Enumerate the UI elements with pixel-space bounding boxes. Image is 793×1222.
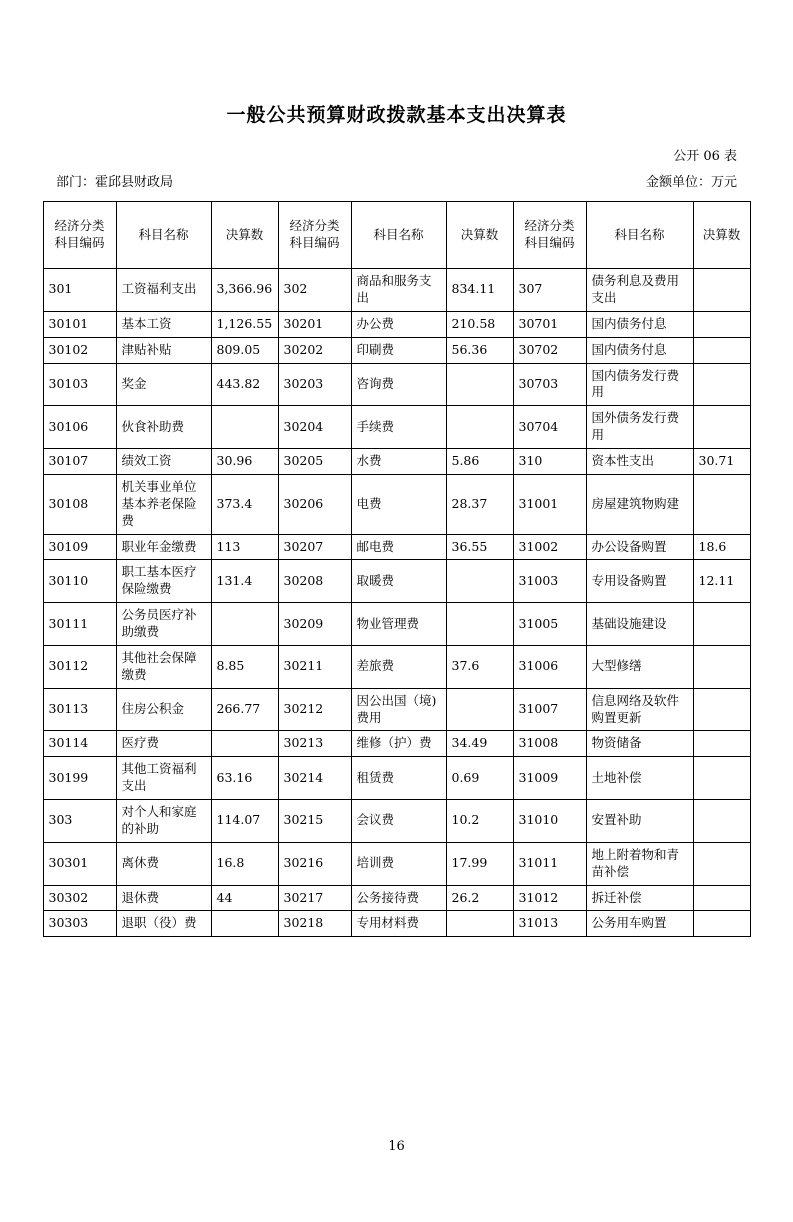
- cell-name2: 租赁费: [351, 757, 446, 800]
- cell-code1: 30103: [43, 363, 116, 406]
- header-code3: 经济分类科目编码: [513, 202, 586, 269]
- cell-num2: 0.69: [446, 757, 513, 800]
- cell-name2: 维修（护）费: [351, 731, 446, 757]
- cell-code1: 30302: [43, 885, 116, 911]
- table-row: [43, 885, 750, 911]
- cell-code2: 30208: [278, 560, 351, 603]
- cell-num1: [211, 731, 278, 757]
- table-row: [43, 645, 750, 688]
- cell-code1: 30301: [43, 842, 116, 885]
- cell-code3: 31002: [513, 534, 586, 560]
- cell-code1: 30199: [43, 757, 116, 800]
- table-row: [43, 560, 750, 603]
- header-code1: 经济分类科目编码: [43, 202, 116, 269]
- header-num1: 决算数: [211, 202, 278, 269]
- cell-code3: 30701: [513, 311, 586, 337]
- cell-name2: 因公出国（境)费用: [351, 688, 446, 731]
- document-page: [0, 100, 793, 1222]
- cell-code2: 30201: [278, 311, 351, 337]
- cell-name2: 培训费: [351, 842, 446, 885]
- cell-code1: 30110: [43, 560, 116, 603]
- cell-code1: 30108: [43, 474, 116, 534]
- cell-name2: 邮电费: [351, 534, 446, 560]
- cell-code1: 30107: [43, 449, 116, 475]
- cell-num3: [693, 911, 750, 937]
- cell-code1: 30114: [43, 731, 116, 757]
- cell-name3: 地上附着物和青苗补偿: [586, 842, 693, 885]
- table-header-row: [43, 202, 750, 269]
- cell-name3: 房屋建筑物购建: [586, 474, 693, 534]
- cell-name3: 办公设备购置: [586, 534, 693, 560]
- cell-code1: 30113: [43, 688, 116, 731]
- cell-code3: 31003: [513, 560, 586, 603]
- cell-num2: 17.99: [446, 842, 513, 885]
- cell-code1: 303: [43, 800, 116, 843]
- cell-code3: 30703: [513, 363, 586, 406]
- cell-num1: 63.16: [211, 757, 278, 800]
- cell-num1: 266.77: [211, 688, 278, 731]
- cell-num3: 12.11: [693, 560, 750, 603]
- cell-code2: 30212: [278, 688, 351, 731]
- cell-num3: [693, 688, 750, 731]
- cell-code1: 30101: [43, 311, 116, 337]
- cell-name1: 住房公积金: [116, 688, 211, 731]
- table-row: [43, 731, 750, 757]
- cell-name1: 职工基本医疗保险缴费: [116, 560, 211, 603]
- cell-num2: 36.55: [446, 534, 513, 560]
- cell-code1: 30111: [43, 603, 116, 646]
- cell-num1: 114.07: [211, 800, 278, 843]
- table-row: [43, 911, 750, 937]
- cell-name3: 安置补助: [586, 800, 693, 843]
- cell-name3: 国内债务付息: [586, 311, 693, 337]
- cell-code2: 30202: [278, 337, 351, 363]
- cell-code3: 31007: [513, 688, 586, 731]
- table-body: [43, 269, 750, 937]
- cell-name3: 基础设施建设: [586, 603, 693, 646]
- cell-num3: [693, 363, 750, 406]
- cell-name3: 债务利息及费用支出: [586, 269, 693, 312]
- cell-code1: 30106: [43, 406, 116, 449]
- table-row: [43, 311, 750, 337]
- cell-name3: 国外债务发行费用: [586, 406, 693, 449]
- cell-num3: [693, 885, 750, 911]
- cell-num3: [693, 731, 750, 757]
- cell-name2: 电费: [351, 474, 446, 534]
- cell-name1: 对个人和家庭的补助: [116, 800, 211, 843]
- cell-num2: 10.2: [446, 800, 513, 843]
- cell-name2: 商品和服务支出: [351, 269, 446, 312]
- cell-code3: 307: [513, 269, 586, 312]
- cell-code3: 310: [513, 449, 586, 475]
- cell-num2: 56.36: [446, 337, 513, 363]
- cell-name3: 国内债务发行费用: [586, 363, 693, 406]
- cell-name3: 信息网络及软件购置更新: [586, 688, 693, 731]
- cell-name1: 其他工资福利支出: [116, 757, 211, 800]
- cell-num1: 3,366.96: [211, 269, 278, 312]
- cell-num3: [693, 269, 750, 312]
- cell-code2: 30213: [278, 731, 351, 757]
- cell-name1: 其他社会保障缴费: [116, 645, 211, 688]
- table-row: [43, 449, 750, 475]
- cell-num1: [211, 603, 278, 646]
- cell-name3: 物资储备: [586, 731, 693, 757]
- cell-name2: 水费: [351, 449, 446, 475]
- table-row: [43, 800, 750, 843]
- cell-num1: 809.05: [211, 337, 278, 363]
- cell-code1: 30109: [43, 534, 116, 560]
- cell-name1: 基本工资: [116, 311, 211, 337]
- cell-code3: 31005: [513, 603, 586, 646]
- cell-num2: [446, 560, 513, 603]
- cell-num3: [693, 842, 750, 885]
- cell-code2: 30205: [278, 449, 351, 475]
- header-num2: 决算数: [446, 202, 513, 269]
- cell-num2: [446, 603, 513, 646]
- cell-code2: 30216: [278, 842, 351, 885]
- cell-name1: 公务员医疗补助缴费: [116, 603, 211, 646]
- cell-code3: 31001: [513, 474, 586, 534]
- cell-code1: 301: [43, 269, 116, 312]
- department-label: 部门：霍邱县财政局: [56, 175, 174, 190]
- cell-num2: 834.11: [446, 269, 513, 312]
- header-name2: 科目名称: [351, 202, 446, 269]
- cell-num2: [446, 688, 513, 731]
- cell-name3: 土地补偿: [586, 757, 693, 800]
- cell-num2: 26.2: [446, 885, 513, 911]
- cell-num1: 443.82: [211, 363, 278, 406]
- cell-num1: 131.4: [211, 560, 278, 603]
- cell-num1: 113: [211, 534, 278, 560]
- cell-name2: 取暖费: [351, 560, 446, 603]
- cell-num3: [693, 337, 750, 363]
- cell-name1: 退职（役）费: [116, 911, 211, 937]
- cell-name1: 医疗费: [116, 731, 211, 757]
- table-row: [43, 842, 750, 885]
- header-num3: 决算数: [693, 202, 750, 269]
- public-label: 公开 06 表: [673, 149, 737, 164]
- amount-unit-label: 金额单位：万元: [645, 175, 737, 190]
- cell-code2: 30204: [278, 406, 351, 449]
- cell-num3: 18.6: [693, 534, 750, 560]
- page-title: 一般公共预算财政拨款基本支出决算表: [226, 104, 567, 126]
- cell-num2: 5.86: [446, 449, 513, 475]
- table-row: [43, 474, 750, 534]
- cell-num1: [211, 406, 278, 449]
- cell-num1: 30.96: [211, 449, 278, 475]
- cell-num3: [693, 603, 750, 646]
- cell-num2: 28.37: [446, 474, 513, 534]
- cell-code3: 31013: [513, 911, 586, 937]
- table-row: [43, 757, 750, 800]
- cell-name1: 职业年金缴费: [116, 534, 211, 560]
- cell-num2: [446, 363, 513, 406]
- cell-code2: 30218: [278, 911, 351, 937]
- table-header: [43, 202, 750, 269]
- table-row: [43, 534, 750, 560]
- cell-name1: 离休费: [116, 842, 211, 885]
- cell-name3: 拆迁补偿: [586, 885, 693, 911]
- cell-code3: 31008: [513, 731, 586, 757]
- cell-num1: [211, 911, 278, 937]
- cell-num1: 373.4: [211, 474, 278, 534]
- cell-code3: 30704: [513, 406, 586, 449]
- cell-name3: 国内债务付息: [586, 337, 693, 363]
- public-label-row: [56, 145, 737, 165]
- cell-name2: 办公费: [351, 311, 446, 337]
- cell-code2: 30203: [278, 363, 351, 406]
- cell-name1: 伙食补助费: [116, 406, 211, 449]
- cell-code1: 30303: [43, 911, 116, 937]
- header-name1: 科目名称: [116, 202, 211, 269]
- table-row: [43, 363, 750, 406]
- department-row: [56, 171, 737, 193]
- cell-code2: 30206: [278, 474, 351, 534]
- cell-code1: 30112: [43, 645, 116, 688]
- header-name3: 科目名称: [586, 202, 693, 269]
- cell-code3: 31006: [513, 645, 586, 688]
- table-row: [43, 406, 750, 449]
- cell-code3: 31012: [513, 885, 586, 911]
- cell-name1: 津贴补贴: [116, 337, 211, 363]
- cell-name2: 手续费: [351, 406, 446, 449]
- table-row: [43, 337, 750, 363]
- header-code2: 经济分类科目编码: [278, 202, 351, 269]
- cell-name2: 咨询费: [351, 363, 446, 406]
- cell-code2: 30211: [278, 645, 351, 688]
- cell-num1: 16.8: [211, 842, 278, 885]
- cell-code3: 31009: [513, 757, 586, 800]
- cell-name1: 工资福利支出: [116, 269, 211, 312]
- cell-code2: 30215: [278, 800, 351, 843]
- cell-code2: 30214: [278, 757, 351, 800]
- cell-num2: 34.49: [446, 731, 513, 757]
- cell-code2: 30217: [278, 885, 351, 911]
- cell-num1: 44: [211, 885, 278, 911]
- table-row: [43, 688, 750, 731]
- table-row: [43, 603, 750, 646]
- cell-name1: 机关事业单位基本养老保险费: [116, 474, 211, 534]
- cell-code1: 30102: [43, 337, 116, 363]
- cell-num3: [693, 757, 750, 800]
- page-number: 16: [388, 1139, 405, 1154]
- cell-num1: 8.85: [211, 645, 278, 688]
- cell-num3: [693, 406, 750, 449]
- cell-num3: [693, 800, 750, 843]
- cell-name1: 奖金: [116, 363, 211, 406]
- cell-num3: [693, 311, 750, 337]
- cell-num2: [446, 911, 513, 937]
- cell-name1: 绩效工资: [116, 449, 211, 475]
- cell-name3: 资本性支出: [586, 449, 693, 475]
- cell-name2: 物业管理费: [351, 603, 446, 646]
- cell-num2: 210.58: [446, 311, 513, 337]
- cell-num2: [446, 406, 513, 449]
- budget-table: [43, 201, 751, 937]
- cell-num3: 30.71: [693, 449, 750, 475]
- cell-name3: 公务用车购置: [586, 911, 693, 937]
- cell-name3: 大型修缮: [586, 645, 693, 688]
- cell-code2: 30209: [278, 603, 351, 646]
- cell-num2: 37.6: [446, 645, 513, 688]
- cell-name2: 会议费: [351, 800, 446, 843]
- table-row: [43, 269, 750, 312]
- cell-name2: 专用材料费: [351, 911, 446, 937]
- cell-num3: [693, 645, 750, 688]
- cell-code3: 31011: [513, 842, 586, 885]
- cell-name2: 差旅费: [351, 645, 446, 688]
- cell-name1: 退休费: [116, 885, 211, 911]
- cell-name2: 印刷费: [351, 337, 446, 363]
- cell-name2: 公务接待费: [351, 885, 446, 911]
- cell-num1: 1,126.55: [211, 311, 278, 337]
- cell-code2: 30207: [278, 534, 351, 560]
- cell-code2: 302: [278, 269, 351, 312]
- cell-num3: [693, 474, 750, 534]
- cell-code3: 30702: [513, 337, 586, 363]
- cell-name3: 专用设备购置: [586, 560, 693, 603]
- cell-code3: 31010: [513, 800, 586, 843]
